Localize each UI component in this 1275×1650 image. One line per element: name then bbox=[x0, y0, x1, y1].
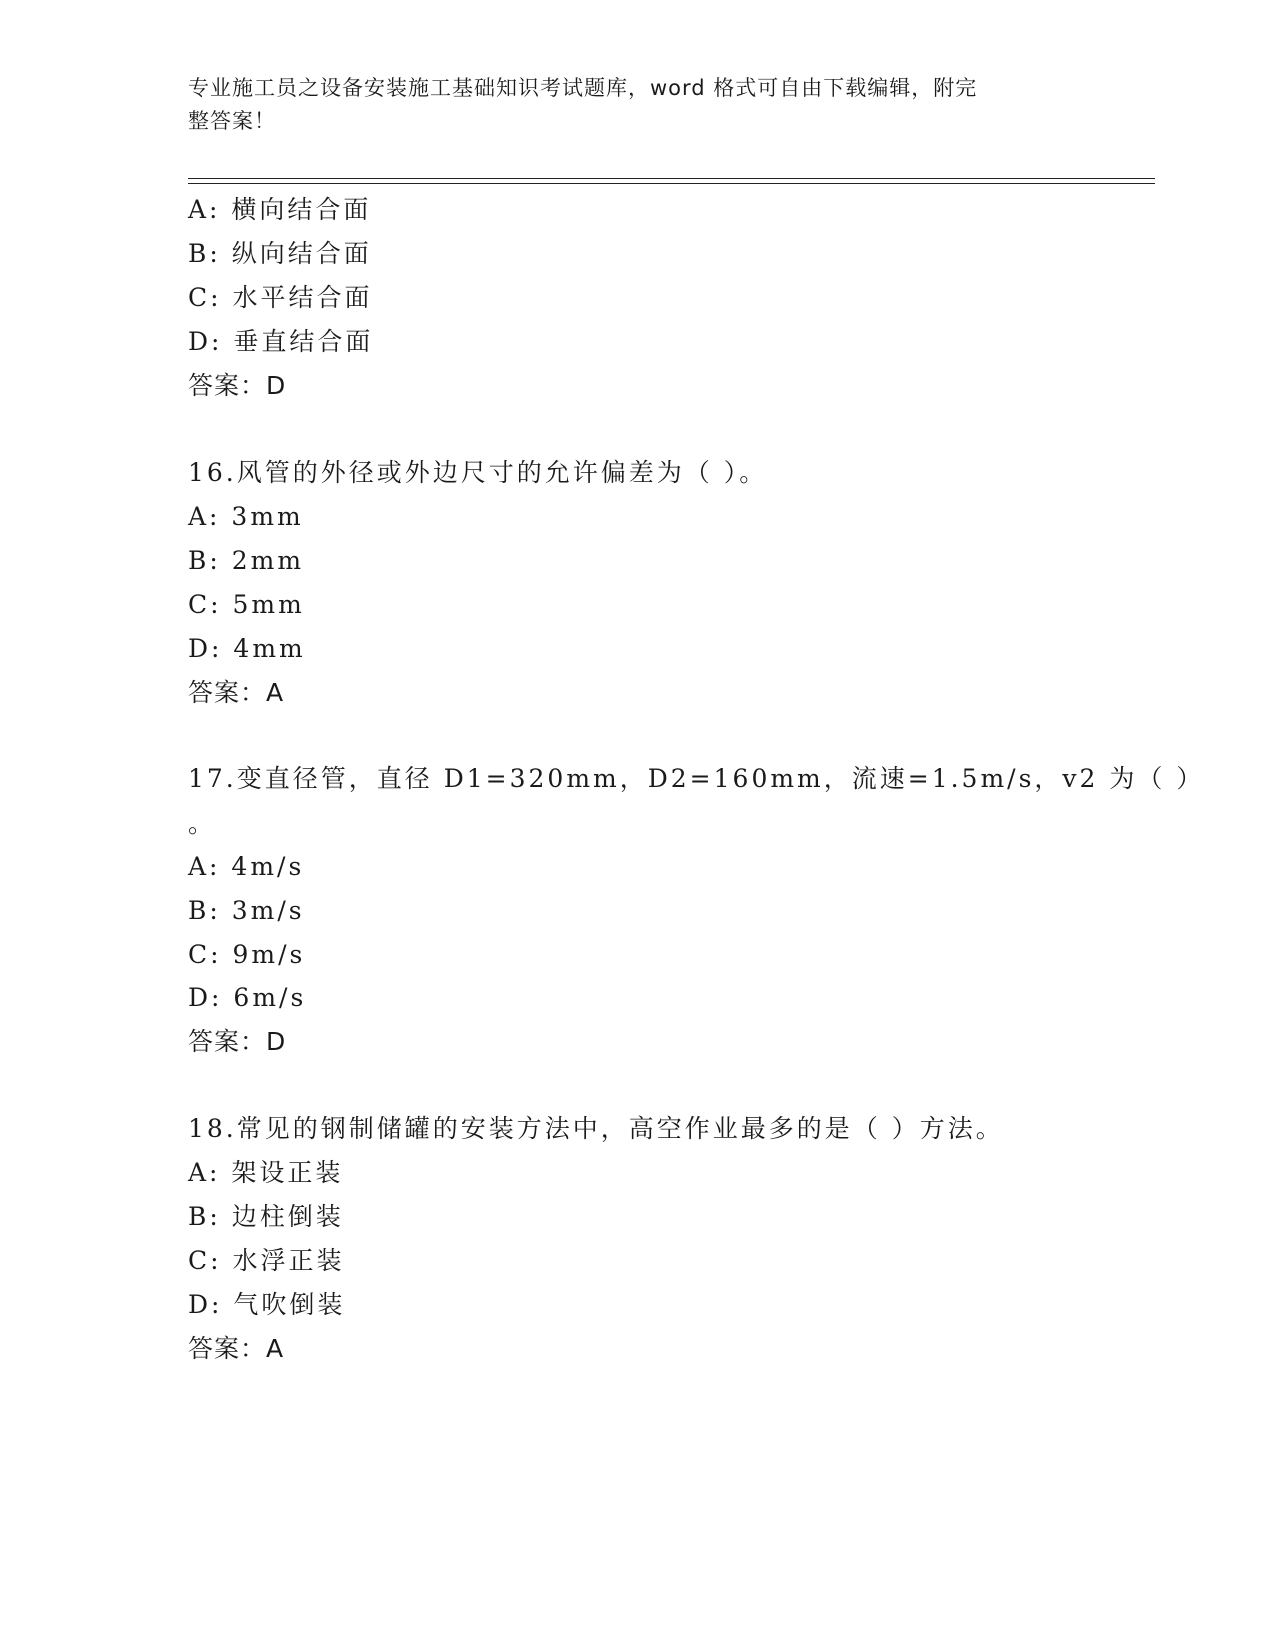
question-17-option-a: A: 4m/s bbox=[188, 852, 305, 881]
question-17-option-b: B: 3m/s bbox=[188, 896, 305, 925]
question-17-stem-continuation: 。 bbox=[188, 809, 217, 838]
prev-option-b: B: 纵向结合面 bbox=[188, 239, 372, 268]
header-divider-top bbox=[188, 178, 1155, 179]
question-18-stem: 18.常见的钢制储罐的安装方法中，高空作业最多的是（ ）方法。 bbox=[188, 1114, 1004, 1143]
question-18-option-b: B: 边柱倒装 bbox=[188, 1202, 344, 1231]
question-16-option-d: D: 4mm bbox=[188, 634, 306, 663]
question-18-answer: 答案：A bbox=[188, 1334, 285, 1363]
prev-answer: 答案：D bbox=[188, 371, 287, 400]
question-16-answer: 答案：A bbox=[188, 678, 285, 707]
question-16-stem: 16.风管的外径或外边尺寸的允许偏差为（ ）。 bbox=[188, 458, 768, 487]
question-17-stem: 17.变直径管，直径 D1=320mm，D2=160mm，流速=1.5m/s，v2 为（ ） bbox=[188, 764, 1205, 793]
header-line-1: 专业施工员之设备安装施工基础知识考试题库，word 格式可自由下载编辑，附完 bbox=[188, 76, 978, 100]
question-17-option-d: D: 6m/s bbox=[188, 983, 307, 1012]
header-divider-bottom bbox=[188, 183, 1155, 184]
question-18-option-c: C: 水浮正装 bbox=[188, 1246, 345, 1275]
question-16-option-a: A: 3mm bbox=[188, 502, 304, 531]
question-17-answer: 答案：D bbox=[188, 1027, 287, 1056]
question-16-option-b: B: 2mm bbox=[188, 546, 305, 575]
prev-option-d: D: 垂直结合面 bbox=[188, 327, 374, 356]
header-line-2: 整答案！ bbox=[188, 109, 276, 133]
question-17-option-c: C: 9m/s bbox=[188, 940, 306, 969]
prev-option-a: A: 横向结合面 bbox=[188, 195, 372, 224]
prev-option-c: C: 水平结合面 bbox=[188, 283, 373, 312]
question-18-option-a: A: 架设正装 bbox=[188, 1158, 344, 1187]
question-16-option-c: C: 5mm bbox=[188, 590, 305, 619]
document-header bbox=[188, 72, 1068, 138]
question-18-option-d: D: 气吹倒装 bbox=[188, 1290, 346, 1319]
